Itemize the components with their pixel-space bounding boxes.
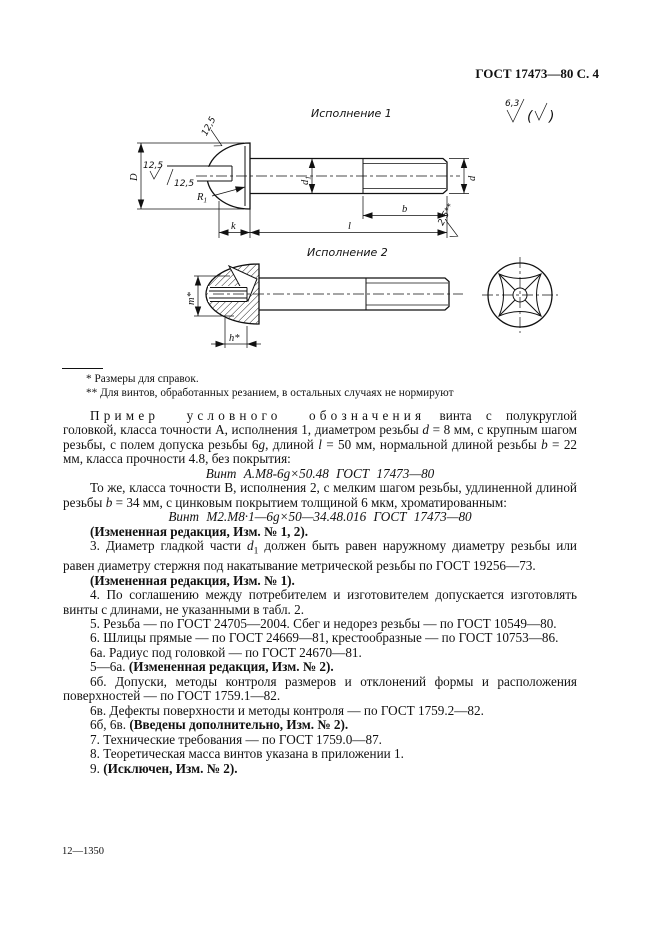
paragraph	[63, 481, 577, 510]
paragraph	[63, 646, 577, 660]
dim-l-label: l	[348, 221, 351, 232]
text-run: = 34 мм, с цинковым покрытием толщиной 6 мкм, хроматированным:	[112, 494, 507, 510]
paragraph	[63, 539, 577, 574]
dim-d-label: d	[467, 175, 478, 181]
text-run: должен быть равен наружному диаметру резьбы или равен диаметру стержня под накатывание метрической резьбы по ГОСТ 19256—73.	[63, 538, 577, 574]
paragraph	[63, 660, 577, 674]
text-run: 6а. Радиус под головкой — по ГОСТ 24670—81.	[90, 644, 362, 660]
text-run: 6в. Дефекты поверхности и методы контроля — по ГОСТ 1759.2—82.	[90, 702, 484, 718]
dim-b-label: b	[402, 204, 408, 215]
roughness-top	[198, 115, 232, 149]
drawing2-caption: Исполнение 2	[307, 246, 388, 259]
paragraph	[63, 762, 577, 776]
text-run: винта с полукруглой головкой, класса точности А, исполнения 1, диаметром резьбы	[63, 408, 577, 438]
technical-drawings	[0, 0, 661, 360]
text-run: (Измененная редакция, Изм. № 1, 2).	[90, 523, 309, 539]
page-header: ГОСТ 17473—80 С. 4	[475, 66, 599, 81]
designation-line	[63, 510, 577, 524]
text-run: l	[318, 436, 322, 452]
text-run: 3. Диаметр гладкой части	[90, 538, 248, 554]
paragraph	[63, 574, 577, 588]
footnotes-list	[86, 373, 586, 401]
paragraph	[63, 631, 577, 645]
text-run: 6б, 6в.	[90, 717, 130, 733]
paren-close: )	[549, 109, 555, 125]
surface-finish-symbol	[505, 99, 554, 125]
content	[63, 409, 577, 776]
text-run: = 22 мм, класса прочности 4.8, без покрытия:	[63, 436, 578, 467]
text-run: 6б. Допуски, методы контроля размеров и отклонений формы и расположения поверхностей — по ГОСТ 1759.1—82.	[63, 673, 577, 704]
paren-open: (	[527, 109, 533, 125]
paragraph	[63, 747, 577, 761]
footnote: * Размеры для справок.	[86, 373, 199, 385]
text-run: 8. Теоретическая масса винтов указана в приложении 1.	[90, 746, 404, 762]
text-run: Винт А.М8-6g×50.48 ГОСТ 17473—80	[205, 465, 435, 481]
text-run: b	[105, 494, 113, 510]
text-run: 6. Шлицы прямые — по ГОСТ 24669—81, крестообразные — по ГОСТ 10753—86.	[90, 630, 559, 646]
designation-line	[63, 467, 577, 481]
paragraph	[63, 588, 577, 617]
text-run: 9.	[90, 760, 104, 776]
text-run: = 8 мм, с крупным шагом резьбы, с полем допуска резьбы 6	[63, 422, 577, 452]
text-run: 5—6а.	[90, 659, 129, 675]
roughness-slot	[143, 161, 194, 189]
text-run: g	[258, 436, 266, 452]
slot	[205, 167, 232, 181]
dim-k-label: k	[231, 221, 236, 232]
text-run: d	[247, 538, 254, 554]
dim-D-label: D	[129, 173, 140, 181]
text-run: 7. Технические требования — по ГОСТ 1759.0—87.	[90, 731, 382, 747]
dim-R1	[196, 187, 245, 205]
paragraph	[63, 617, 577, 631]
footnote: ** Для винтов, обработанных резанием, в остальных случаях не нормируют	[86, 386, 454, 399]
paragraph	[63, 704, 577, 718]
drawing-version-1	[129, 107, 478, 240]
dim-k-l	[219, 196, 447, 238]
paragraph	[63, 675, 577, 704]
dim-h-label: h*	[229, 333, 240, 344]
text-run: d	[422, 422, 429, 438]
text-run: То же, класса точности В, исполнения 2, с мелким шагом резьбы, удлиненной длиной резьбы	[63, 480, 577, 510]
dim-d	[449, 159, 478, 194]
dim-d1-label: $d_1$	[300, 176, 313, 185]
svg-text:12,5: 12,5	[200, 115, 219, 138]
paragraph	[63, 733, 577, 747]
drawing-version-2	[186, 246, 558, 348]
paragraph	[63, 409, 577, 467]
text-run: (Исключен, Изм. № 2).	[103, 760, 238, 776]
text-run: (Введены дополнительно, Изм. № 2).	[129, 717, 349, 733]
dim-R1-label: $R_1$	[197, 192, 208, 205]
text-run: 5. Резьба — по ГОСТ 24705—2004. Сбег и недорез резьбы — по ГОСТ 10549—80.	[90, 615, 557, 631]
text-run: , длиной	[265, 436, 319, 452]
recess-end-view	[482, 257, 558, 333]
text-run: = 50 мм, нормальной длиной резьбы	[321, 436, 542, 452]
text-run: Винт М2.М8·1—6g×50—34.48.016 ГОСТ 17473—80	[168, 509, 472, 525]
footer-code: 12—1350	[62, 846, 104, 857]
check-icon	[535, 103, 547, 120]
text-run: 4. По соглашению между потребителем и изготовителем допускается изготовлять винты с длинами, не указанными в табл. 2.	[63, 587, 577, 617]
paragraph	[63, 525, 577, 539]
text-run: (Измененная редакция, Изм. № 2).	[128, 659, 334, 675]
paragraph	[63, 718, 577, 732]
svg-text:2,5**: 2,5**	[436, 202, 457, 228]
drawing1-caption: Исполнение 1	[311, 107, 392, 120]
svg-text:12,5: 12,5	[143, 161, 164, 171]
svg-text:12,5: 12,5	[174, 179, 195, 189]
dim-m-label: m*	[186, 292, 197, 305]
text-run: 1	[253, 546, 259, 557]
dim-b	[363, 196, 447, 219]
text-run: (Измененная редакция, Изм. № 1).	[90, 572, 295, 588]
roughness-thread-end	[434, 202, 470, 240]
text-run: Пример условного обозначения	[90, 408, 426, 423]
text-run: b	[541, 436, 548, 452]
footnote-rule	[62, 368, 103, 369]
surface-finish-value: 6,3	[505, 99, 520, 109]
